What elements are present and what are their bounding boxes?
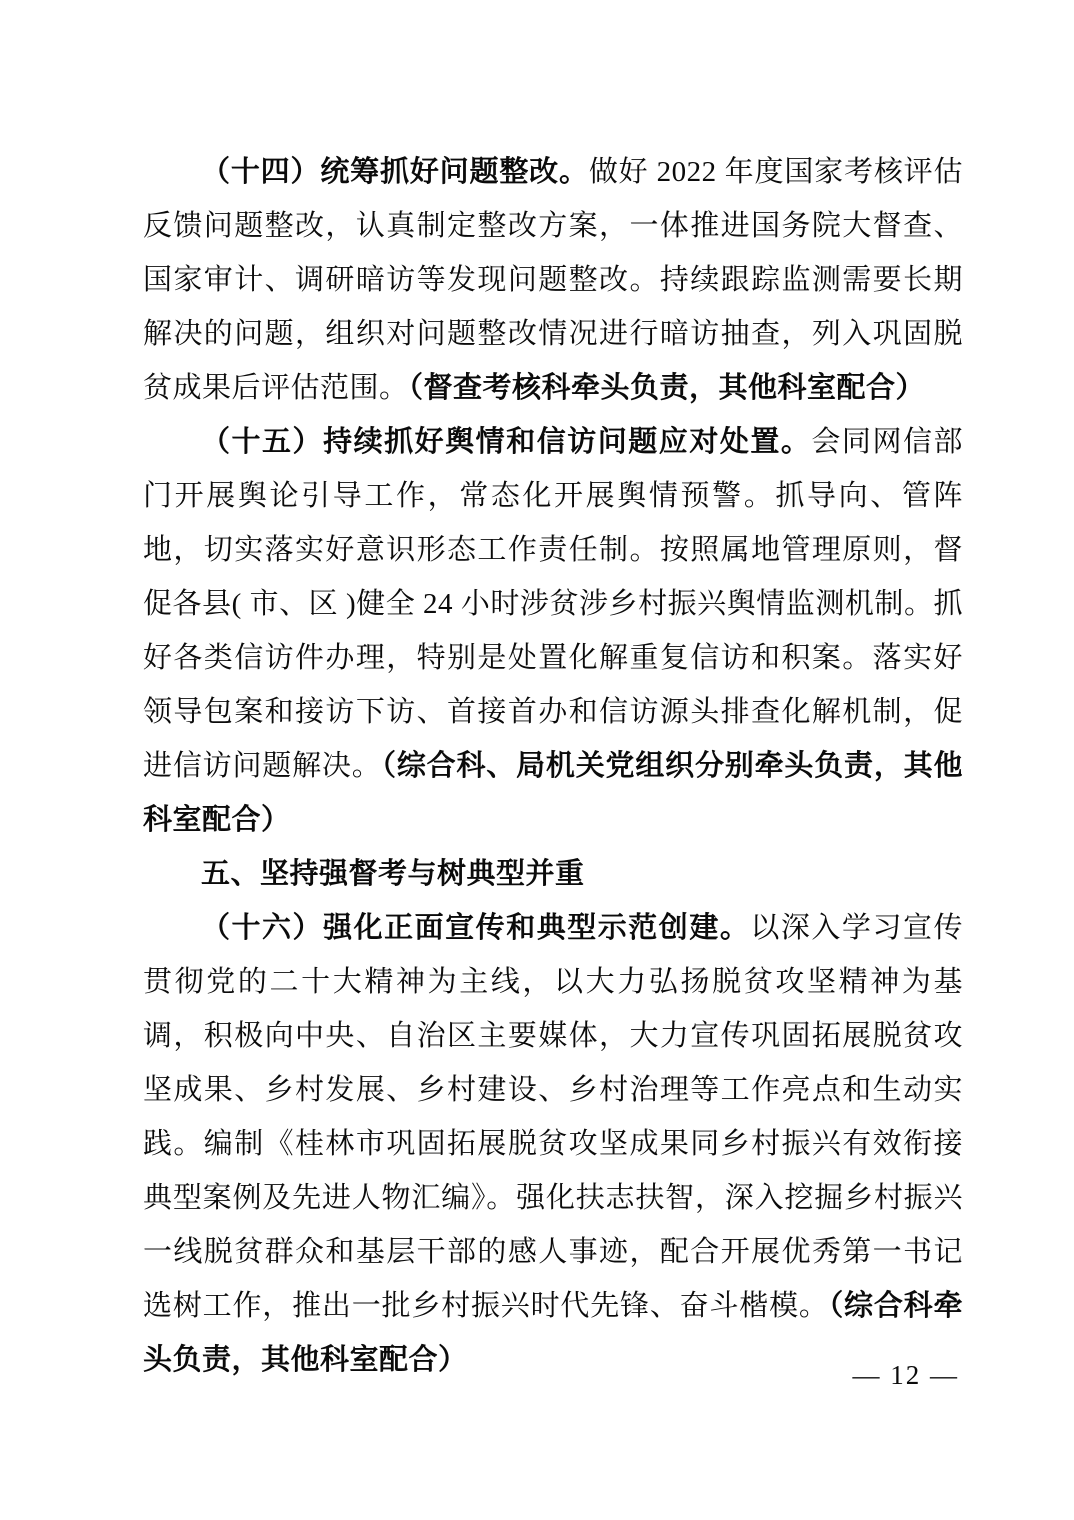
section-heading-5 [143, 847, 963, 901]
text-run-bold: （十六）强化正面宣传和典型示范创建。 [201, 912, 751, 944]
page-number: — 12 — [852, 1360, 959, 1390]
text-run: 五、坚持强督考与树典型并重 [201, 858, 585, 890]
text-run: 做好 2022 年度国家考核评估反馈问题整改，认真制定整改方案，一体推进国务院大督查、国家审计、调研暗访等发现问题整改。持续跟踪监测需要长期解决的问题，组织对问题整改情况进行暗访抽查，列入巩固脱贫成果后评估范围。 [143, 156, 963, 404]
text-run-bold: （综合科、局机关党组织分别牵头负责，其他科室配合） [143, 750, 963, 836]
text-run-bold: （综合科牵头负责，其他科室配合） [143, 1290, 963, 1376]
paragraph-item-14 [143, 145, 963, 415]
paragraph-item-16 [143, 901, 963, 1387]
text-run-bold: （十五）持续抓好舆情和信访问题应对处置。 [201, 426, 812, 458]
document-body [143, 145, 963, 1387]
text-run: 以深入学习宣传贯彻党的二十大精神为主线，以大力弘扬脱贫攻坚精神为基调，积极向中央、自治区主要媒体，大力宣传巩固拓展脱贫攻坚成果、乡村发展、乡村建设、乡村治理等工作亮点和生动实践。编制《桂林市巩固拓展脱贫攻坚成果同乡村振兴有效衔接典型案例及先进人物汇编》。强化扶志扶智，深入挖掘乡村振兴一线脱贫群众和基层干部的感人事迹，配合开展优秀第一书记选树工作，推出一批乡村振兴时代先锋、奋斗楷模。 [143, 912, 963, 1322]
text-run-bold: （十四）统筹抓好问题整改。 [201, 156, 589, 188]
paragraph-item-15 [143, 415, 963, 847]
text-run: 会同网信部门开展舆论引导工作，常态化开展舆情预警。抓导向、管阵地，切实落实好意识形态工作责任制。按照属地管理原则，督促各县( 市、区 )健全 24 小时涉贫涉乡村振兴舆情监测机制。抓好各类信访件办理，特别是处置化解重复信访和积案。落实好领导包案和接访下访、首接首办和信访源头排查化解机制，促进信访问题解决。 [143, 426, 963, 782]
text-run-bold: （督查考核科牵头负责，其他科室配合） [408, 372, 926, 404]
